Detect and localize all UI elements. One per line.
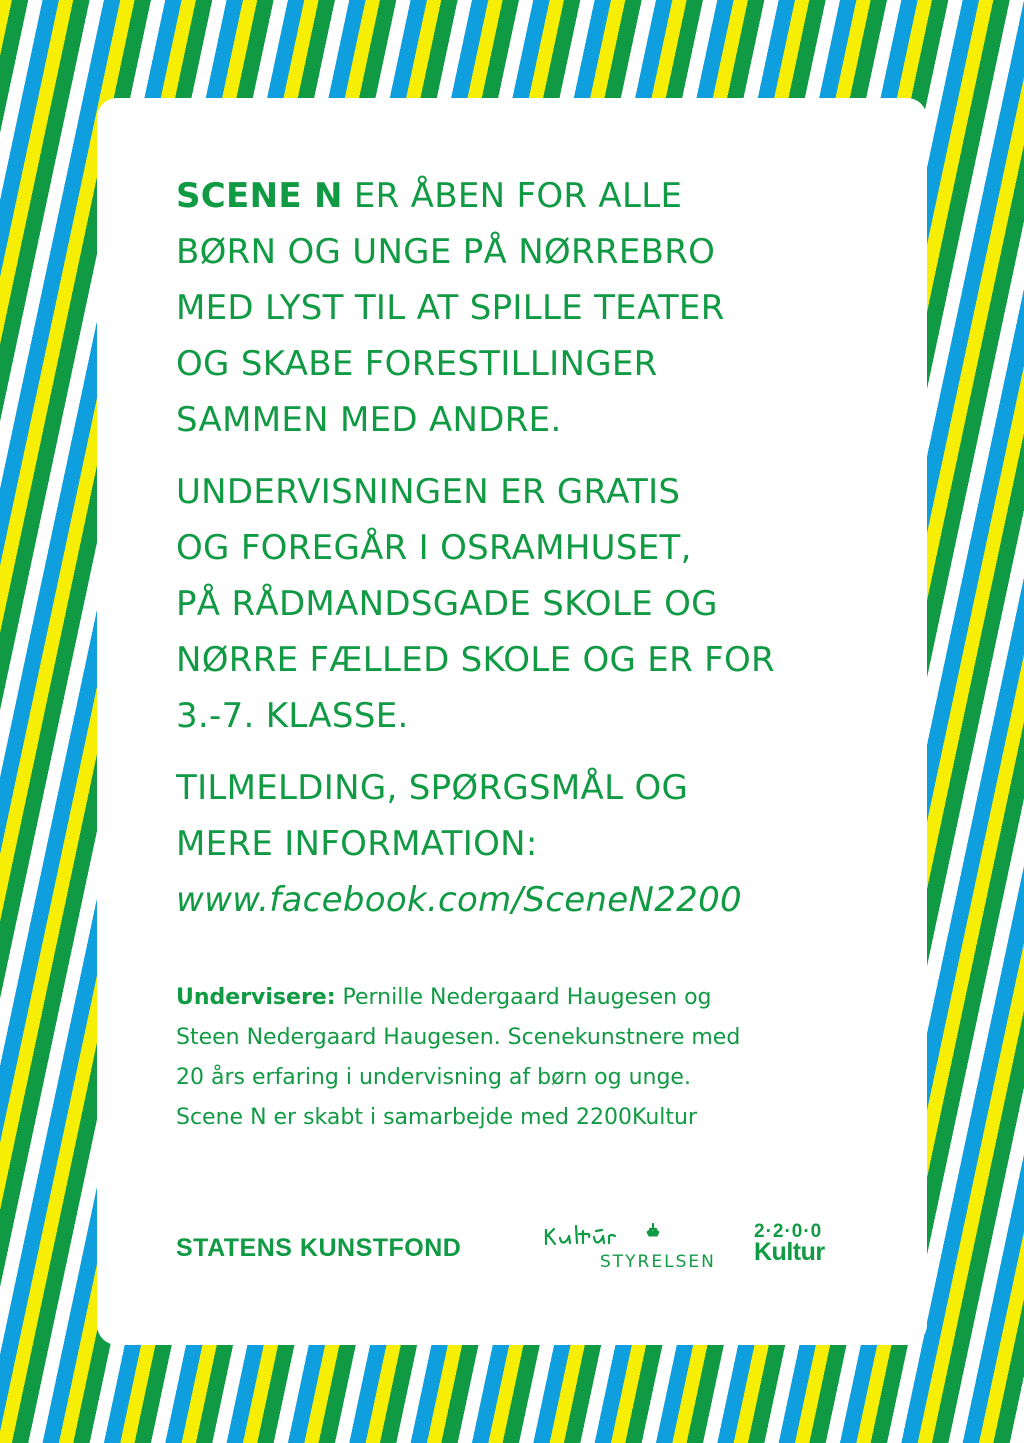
signup-line-2: MERE INFORMATION: bbox=[176, 824, 538, 864]
kulturstyrelsen-logo bbox=[542, 1218, 732, 1278]
statens-kunstfond-logo: STATENS KUNSTFOND bbox=[176, 1234, 462, 1262]
teachers-line-1-rest: Pernille Nedergaard Haugesen og bbox=[335, 985, 712, 1010]
teaching-line-1: UNDERVISNINGEN ER GRATIS bbox=[176, 472, 681, 512]
teaching-line-5: 3.-7. KLASSE. bbox=[176, 696, 409, 736]
teachers-info bbox=[176, 978, 876, 1138]
teaching-paragraph bbox=[176, 464, 876, 744]
teachers-line-4: Scene N er skabt i samarbejde med 2200Kultur bbox=[176, 1105, 697, 1130]
intro-line-5: SAMMEN MED ANDRE. bbox=[176, 400, 562, 440]
kultur-2200-number: 2·2·0·0 bbox=[754, 1221, 823, 1242]
intro-line-1-rest: ER ÅBEN FOR ALLE bbox=[342, 176, 683, 216]
intro-line-1 bbox=[176, 168, 876, 224]
sponsor-logos bbox=[176, 1218, 856, 1278]
teachers-label: Undervisere: bbox=[176, 985, 336, 1010]
teaching-line-2: OG FOREGÅR I OSRAMHUSET, bbox=[176, 528, 692, 568]
kultur-2200-logo bbox=[754, 1221, 825, 1266]
teachers-line-2: Steen Nedergaard Haugesen. Scenekunstnere med bbox=[176, 1025, 741, 1050]
intro-line-2: BØRN OG UNGE PÅ NØRREBRO bbox=[176, 232, 716, 272]
intro-paragraph bbox=[176, 168, 876, 448]
facebook-link[interactable]: www.facebook.com/SceneN2200 bbox=[176, 880, 742, 920]
teachers-line-1 bbox=[176, 978, 876, 1018]
teaching-line-3: PÅ RÅDMANDSGADE SKOLE OG bbox=[176, 584, 718, 624]
signup-line-1: TILMELDING, SPØRGSMÅL OG bbox=[176, 768, 689, 808]
kulturstyrelsen-text: STYRELSEN bbox=[600, 1252, 716, 1272]
intro-line-3: MED LYST TIL AT SPILLE TEATER bbox=[176, 288, 725, 328]
intro-line-4: OG SKABE FORESTILLINGER bbox=[176, 344, 658, 384]
teachers-line-3: 20 års erfaring i undervisning af børn og unge. bbox=[176, 1065, 691, 1090]
teaching-line-4: NØRRE FÆLLED SKOLE OG ER FOR bbox=[176, 640, 775, 680]
signup-paragraph bbox=[176, 760, 876, 928]
kultur-2200-word: Kultur bbox=[754, 1238, 825, 1266]
kultur-script-icon bbox=[542, 1218, 702, 1252]
scene-n-highlight: SCENE N bbox=[176, 176, 343, 216]
